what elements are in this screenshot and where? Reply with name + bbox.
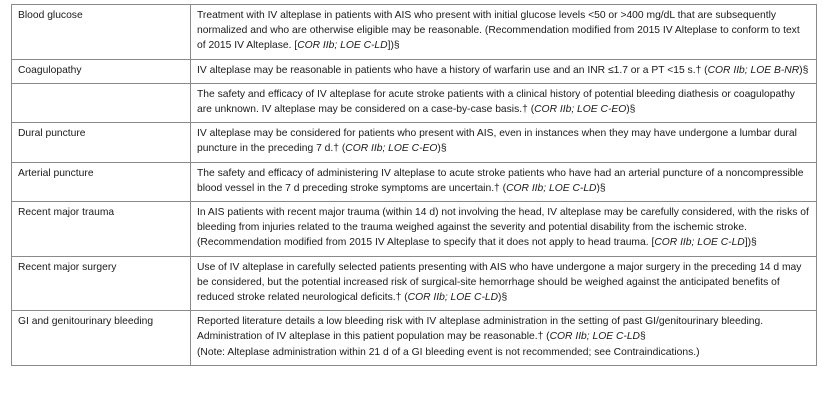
condition-cell: Arterial puncture <box>12 162 191 201</box>
condition-cell <box>12 83 191 122</box>
recommendation-text: IV alteplase may be considered for patients who present with AIS, even in instances when they may have undergone a lumbar dural puncture in the preceding 7 d.† ( <box>197 128 797 155</box>
recommendation-cell <box>191 311 817 366</box>
recommendation-cell <box>191 83 817 122</box>
recommendation-cell <box>191 123 817 162</box>
class-of-recommendation: COR IIb; LOE C-LD <box>654 237 745 249</box>
recommendation-suffix: )§ <box>498 292 508 304</box>
recommendation-cell <box>191 202 817 257</box>
recommendation-text: Treatment with IV alteplase in patients with AIS who present with initial glucose levels <50 or >400 mg/dL that are subsequently normalized and who are otherwise eligible may be reasonable. (Recommendation modified from 2015 IV Alteplase to conform to text of 2015 IV Alteplase. [ <box>197 10 800 52</box>
recommendations-table <box>11 4 817 366</box>
condition-cell: Recent major trauma <box>12 202 191 257</box>
table-row <box>12 202 817 257</box>
table-row <box>12 59 817 83</box>
recommendation-text: The safety and efficacy of administering IV alteplase to acute stroke patients who have had an arterial puncture of a noncompressible blood vessel in the 7 d preceding stroke symptoms are uncertain.† ( <box>197 167 804 194</box>
recommendation-cell <box>191 5 817 60</box>
recommendation-suffix: )§ <box>626 104 636 116</box>
recommendation-cell <box>191 162 817 201</box>
table-row <box>12 311 817 366</box>
recommendation-text: Use of IV alteplase in carefully selected patients presenting with AIS who have undergone a major surgery in the preceding 14 d may be considered, but the potential increased risk of surgical-site hemorrhage should be weighed against the anticipated benefits of reduced stroke related neurological deficits.† ( <box>197 261 802 304</box>
recommendation-cell <box>191 256 817 311</box>
condition-cell: Dural puncture <box>12 123 191 162</box>
recommendation-suffix: § <box>640 331 646 343</box>
class-of-recommendation: COR IIb; LOE C-LD <box>407 292 499 304</box>
class-of-recommendation: COR IIb; LOE B-NR <box>707 64 800 76</box>
recommendation-suffix: )§ <box>799 64 809 76</box>
recommendation-text: In AIS patients with recent major trauma (within 14 d) not involving the head, IV alteplase may be carefully considered, with the risks of bleeding from injuries related to the trauma weighed against the severity and potential disability from the ischemic stroke. (Recommendation modified from 2015 IV Alteplase to specify that it does not apply to head trauma. [ <box>197 207 809 249</box>
table-row <box>12 5 817 60</box>
recommendation-note: (Note: Alteplase administration within 21 d of a GI bleeding event is not recommended; see Contraindications.) <box>197 346 700 358</box>
recommendation-suffix: )§ <box>437 143 447 155</box>
table-row <box>12 123 817 162</box>
table-row <box>12 83 817 122</box>
recommendation-cell <box>191 59 817 83</box>
recommendation-suffix: )§ <box>596 182 606 194</box>
recommendation-suffix: ])§ <box>387 40 400 52</box>
class-of-recommendation: COR IIb; LOE C-EO <box>534 104 627 116</box>
recommendation-text: IV alteplase may be reasonable in patients who have a history of warfarin use and an INR ≤1.7 or a PT <15 s.† ( <box>197 64 708 76</box>
recommendation-text: Reported literature details a low bleeding risk with IV alteplase administration in the setting of past GI/genitourinary bleeding. Administration of IV alteplase in this patient population may be reasonable.† ( <box>197 316 764 343</box>
class-of-recommendation: COR IIb; LOE C-LD <box>549 331 640 343</box>
condition-cell: Recent major surgery <box>12 256 191 311</box>
recommendation-suffix: ])§ <box>744 237 757 249</box>
recommendation-text: The safety and efficacy of IV alteplase for acute stroke patients with a clinical history of potential bleeding diathesis or coagulopathy are unknown. IV alteplase may be considered on a case-by-case basis.† ( <box>197 88 795 116</box>
class-of-recommendation: COR IIb; LOE C-EO <box>345 143 438 155</box>
condition-cell: Blood glucose <box>12 5 191 60</box>
table-row <box>12 256 817 311</box>
table-row <box>12 162 817 201</box>
condition-cell: GI and genitourinary bleeding <box>12 311 191 366</box>
class-of-recommendation: COR IIb; LOE C-LD <box>506 182 597 194</box>
condition-cell: Coagulopathy <box>12 59 191 83</box>
class-of-recommendation: COR IIb; LOE C-LD <box>297 40 388 52</box>
